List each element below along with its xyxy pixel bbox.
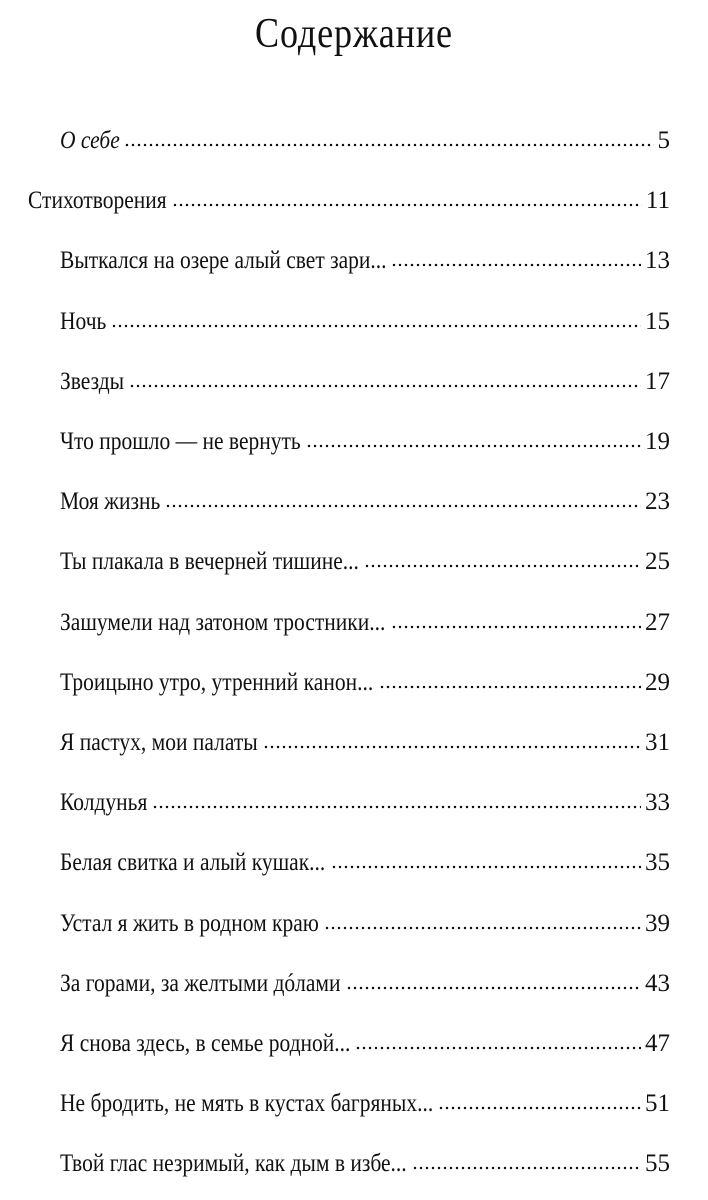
toc-dot-leader [124,141,653,149]
toc-entry [60,486,670,518]
toc-entry-title: Твой глас незримый, как дым в избе... [60,1150,407,1178]
toc-entry [60,968,670,1000]
toc-entry-title: О себе [60,127,120,154]
toc-page-number: 11 [645,187,670,215]
toc-entry [60,306,670,338]
toc-entry [60,1148,670,1180]
toc-entry [60,727,670,759]
toc-entry-title: Колдунья [60,789,148,817]
toc-page-number: 47 [645,1030,670,1057]
toc-page-number: 31 [645,729,670,756]
toc-entry-title: Не бродить, не мять в кустах багряных... [60,1090,434,1118]
toc-entry [60,125,670,157]
toc-dot-leader [129,382,641,390]
toc-dot-leader [438,1104,641,1112]
toc-dot-leader [172,201,642,209]
toc-entry [28,185,670,217]
toc-dot-leader [306,442,641,450]
toc-entry [60,1088,670,1120]
toc-entry [60,426,670,458]
toc-entry-title: Ночь [60,307,107,335]
toc-dot-leader [111,322,641,330]
toc-dot-leader [412,1164,641,1172]
toc-page-number: 51 [645,1090,670,1118]
toc-entry-title: Выткался на озере алый свет зари... [60,247,387,275]
toc-entry-title: За горами, за желтыми дóлами [60,969,341,997]
toc-dot-leader [331,863,641,871]
toc-page-number: 19 [645,428,670,455]
toc-page-number: 25 [645,548,670,576]
toc-page-number: 43 [645,969,670,997]
toc-entry [60,787,670,819]
toc-entry [60,667,670,699]
toc-dot-leader [379,683,641,691]
toc-dot-leader [346,984,641,992]
toc-entry-title: Зашумели над затоном тростники... [60,608,386,636]
toc-page-number: 5 [657,127,670,154]
toc-entry-title: Я пастух, мои палаты [60,729,258,756]
toc-entry-title: Ты плакала в вечерней тишине... [60,548,359,576]
toc-page-number: 15 [645,307,670,335]
toc-entry-title: Моя жизнь [60,488,161,516]
toc-dot-leader [391,623,641,631]
toc-entry [60,908,670,940]
toc-entry-title: Что прошло — не вернуть [60,428,301,455]
toc-entry-title: Устал я жить в родном краю [60,909,319,937]
toc-page-number: 33 [645,789,670,817]
toc-page-number: 55 [645,1150,670,1178]
toc-entry [60,847,670,879]
toc-page-number: 39 [645,909,670,937]
toc-dot-leader [364,562,641,570]
toc-dot-leader [391,261,641,269]
toc-entry [60,1028,670,1060]
toc-dot-leader [324,924,641,932]
toc-page-number: 35 [645,849,670,877]
toc-entry-title: Звезды [60,367,125,395]
toc-entry [60,546,670,578]
toc-entry [60,366,670,398]
page-title: Содержание [255,11,453,57]
toc-entry [60,607,670,639]
toc-entry-title: Троицыно утро, утренний канон... [60,668,374,696]
toc-page-number: 13 [645,247,670,275]
toc-entry-title: Белая свитка и алый кушак... [60,849,326,877]
toc-page-number: 29 [645,668,670,696]
toc-dot-leader [263,743,641,751]
toc-entry-title: Я снова здесь, в семье родной... [60,1030,351,1057]
toc-page-number: 27 [645,608,670,636]
toc-entry-title: Стихотворения [28,187,167,215]
toc-page-number: 17 [645,367,670,395]
toc-dot-leader [165,502,641,510]
toc-page-number: 23 [645,488,670,516]
toc-dot-leader [152,803,641,811]
toc-dot-leader [355,1044,641,1052]
toc-entry [60,245,670,277]
